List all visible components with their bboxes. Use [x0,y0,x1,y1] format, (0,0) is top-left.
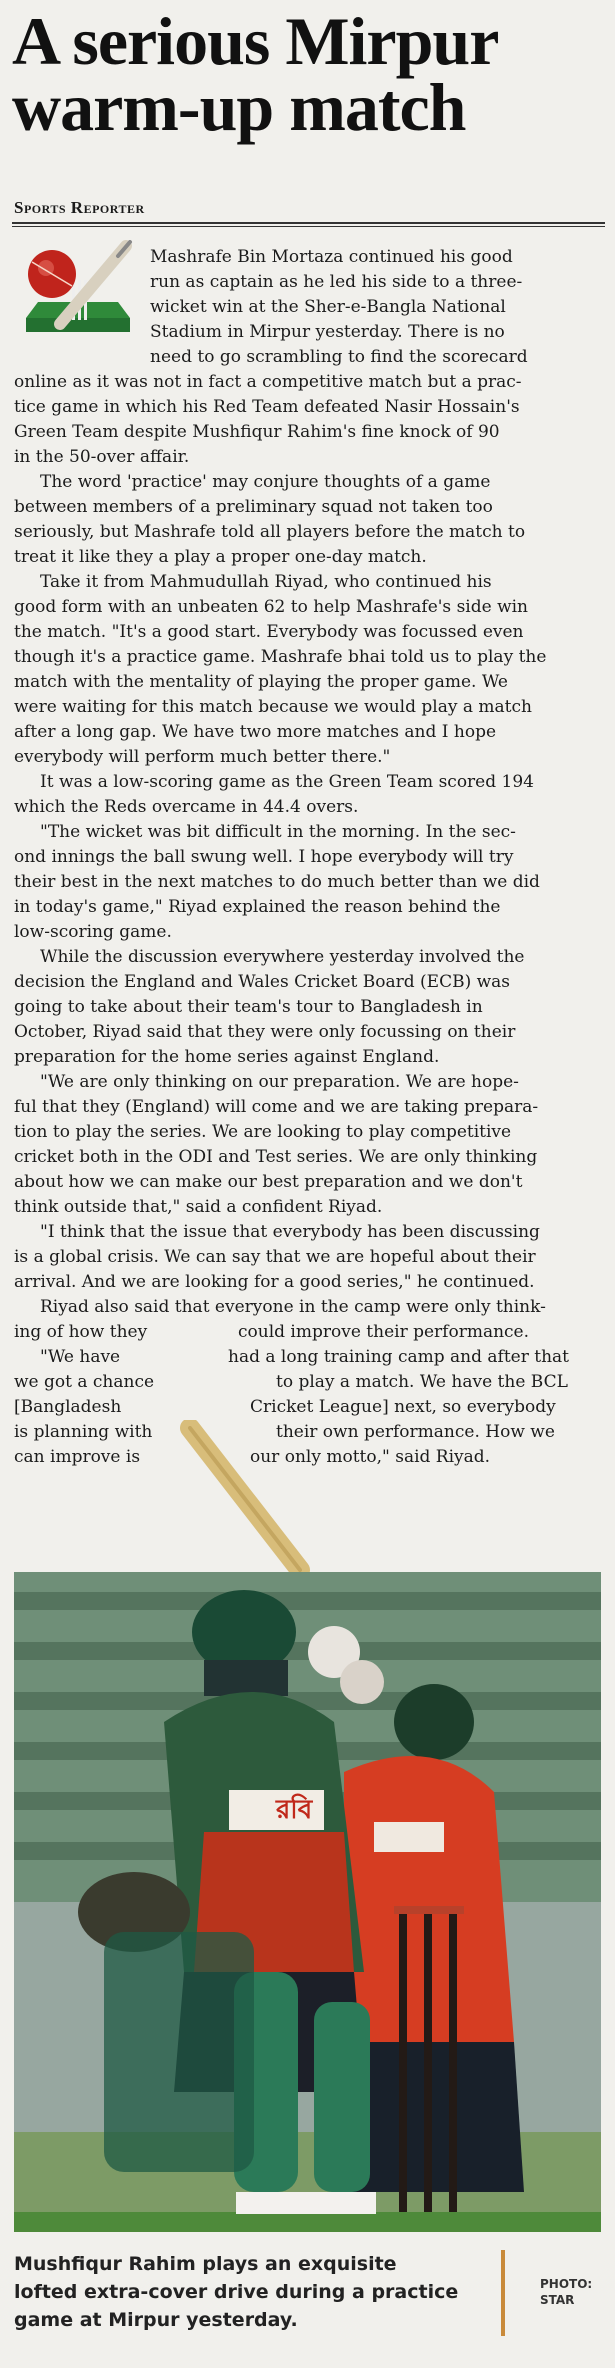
body-line: had a long training camp and after that [228,1347,569,1367]
body-line: match with the mentality of playing the proper game. We [14,672,508,692]
body-line: "I think that the issue that everybody has been discussing [40,1222,540,1242]
body-line: think outside that," said a confident Riyad. [14,1197,383,1217]
body-line: between members of a preliminary squad not taken too [14,497,493,517]
body-line: everybody will perform much better there." [14,747,391,767]
body-line: which the Reds overcame in 44.4 overs. [14,797,359,817]
body-line: about how we can make our best preparation and we don't [14,1172,523,1192]
body-line: Take it from Mahmudullah Riyad, who continued his [40,572,492,592]
body-line: cricket both in the ODI and Test series. We are only thinking [14,1147,538,1167]
body-line: Mashrafe Bin Mortaza continued his good [150,247,513,267]
body-line: Green Team despite Mushfiqur Rahim's fine knock of 90 [14,422,500,442]
jersey-logo: রবি [276,1795,313,1825]
body-line: ful that they (England) will come and we are taking prepara- [14,1097,539,1117]
body-line: our only motto," said Riyad. [250,1447,491,1467]
body-line: tice game in which his Red Team defeated Nasir Hossain's [14,397,520,417]
byline-rule-thin [12,226,605,227]
body-line: in today's game," Riyad explained the reason behind the [14,897,501,917]
body-line: The word 'practice' may conjure thoughts of a game [40,472,491,492]
headline-line: A serious Mirpur [12,3,499,79]
body-line: could improve their performance. [238,1322,530,1342]
body-line: "We are only thinking on our preparation. We are hope- [40,1072,519,1092]
body-line: need to go scrambling to find the scorecard [150,347,528,367]
body-line: tion to play the series. We are looking to play competitive [14,1122,512,1142]
body-line: were waiting for this match because we would play a match [14,697,532,717]
body-line: October, Riyad said that they were only focussing on their [14,1022,516,1042]
caption-divider [501,2250,505,2336]
match-photo [14,1572,601,2232]
headline-line: warm-up match [12,69,466,145]
body-line: ond innings the ball swung well. I hope everybody will try [14,847,514,867]
body-line: can improve is [14,1447,141,1467]
headline [12,3,607,145]
body-line: online as it was not in fact a competitive match but a prac- [14,372,522,392]
body-line: arrival. And we are looking for a good series," he continued. [14,1272,535,1292]
body-line: Stadium in Mirpur yesterday. There is no [150,322,505,342]
caption-line: lofted extra-cover drive during a practice [14,2281,459,2303]
body-line: ing of how they [14,1322,148,1342]
body-line: after a long gap. We have two more matches and I hope [14,722,497,742]
body-line: [Bangladesh [14,1397,122,1417]
body-line: we got a chance [14,1372,155,1392]
body-line: run as captain as he led his side to a three- [150,272,523,292]
credit-line: PHOTO: [540,2277,593,2291]
body-line: good form with an unbeaten 62 to help Mashrafe's side win [14,597,529,617]
body-line: is a global crisis. We can say that we are hopeful about their [14,1247,536,1267]
byline: Sports Reporter [14,198,145,217]
photo-credit [540,2276,592,2308]
body-line: Riyad also said that everyone in the camp were only think- [40,1297,546,1317]
body-line: is planning with [14,1422,153,1442]
body-line: in the 50-over affair. [14,447,190,467]
body-line: to play a match. We have the BCL [276,1372,568,1392]
body-line: decision the England and Wales Cricket Board (ECB) was [14,972,511,992]
body-line: "The wicket was bit difficult in the morning. In the sec- [40,822,516,842]
body-line: going to take about their team's tour to Bangladesh in [14,997,483,1017]
body-line: wicket win at the Sher-e-Bangla National [150,297,506,317]
body-line: their own performance. How we [276,1422,555,1442]
body-line: Cricket League] next, so everybody [250,1397,556,1417]
credit-line: STAR [540,2293,575,2307]
caption-line: game at Mirpur yesterday. [14,2309,298,2331]
body-line: It was a low-scoring game as the Green Team scored 194 [40,772,534,792]
photo-caption [14,2250,484,2334]
caption-line: Mushfiqur Rahim plays an exquisite [14,2253,397,2275]
body-line: seriously, but Mashrafe told all players before the match to [14,522,526,542]
byline-rule [12,222,605,224]
cricket-logo-icon [18,240,138,340]
bat-graphic-icon [180,1420,330,1580]
body-line: preparation for the home series against England. [14,1047,440,1067]
body-line: treat it like they a play a proper one-day match. [14,547,427,567]
body-line: the match. "It's a good start. Everybody was focussed even [14,622,524,642]
body-line: "We have [40,1347,121,1367]
body-line: though it's a practice game. Mashrafe bhai told us to play the [14,647,547,667]
body-line: While the discussion everywhere yesterday involved the [40,947,525,967]
body-line: low-scoring game. [14,922,172,942]
body-line: their best in the next matches to do much better than we did [14,872,540,892]
